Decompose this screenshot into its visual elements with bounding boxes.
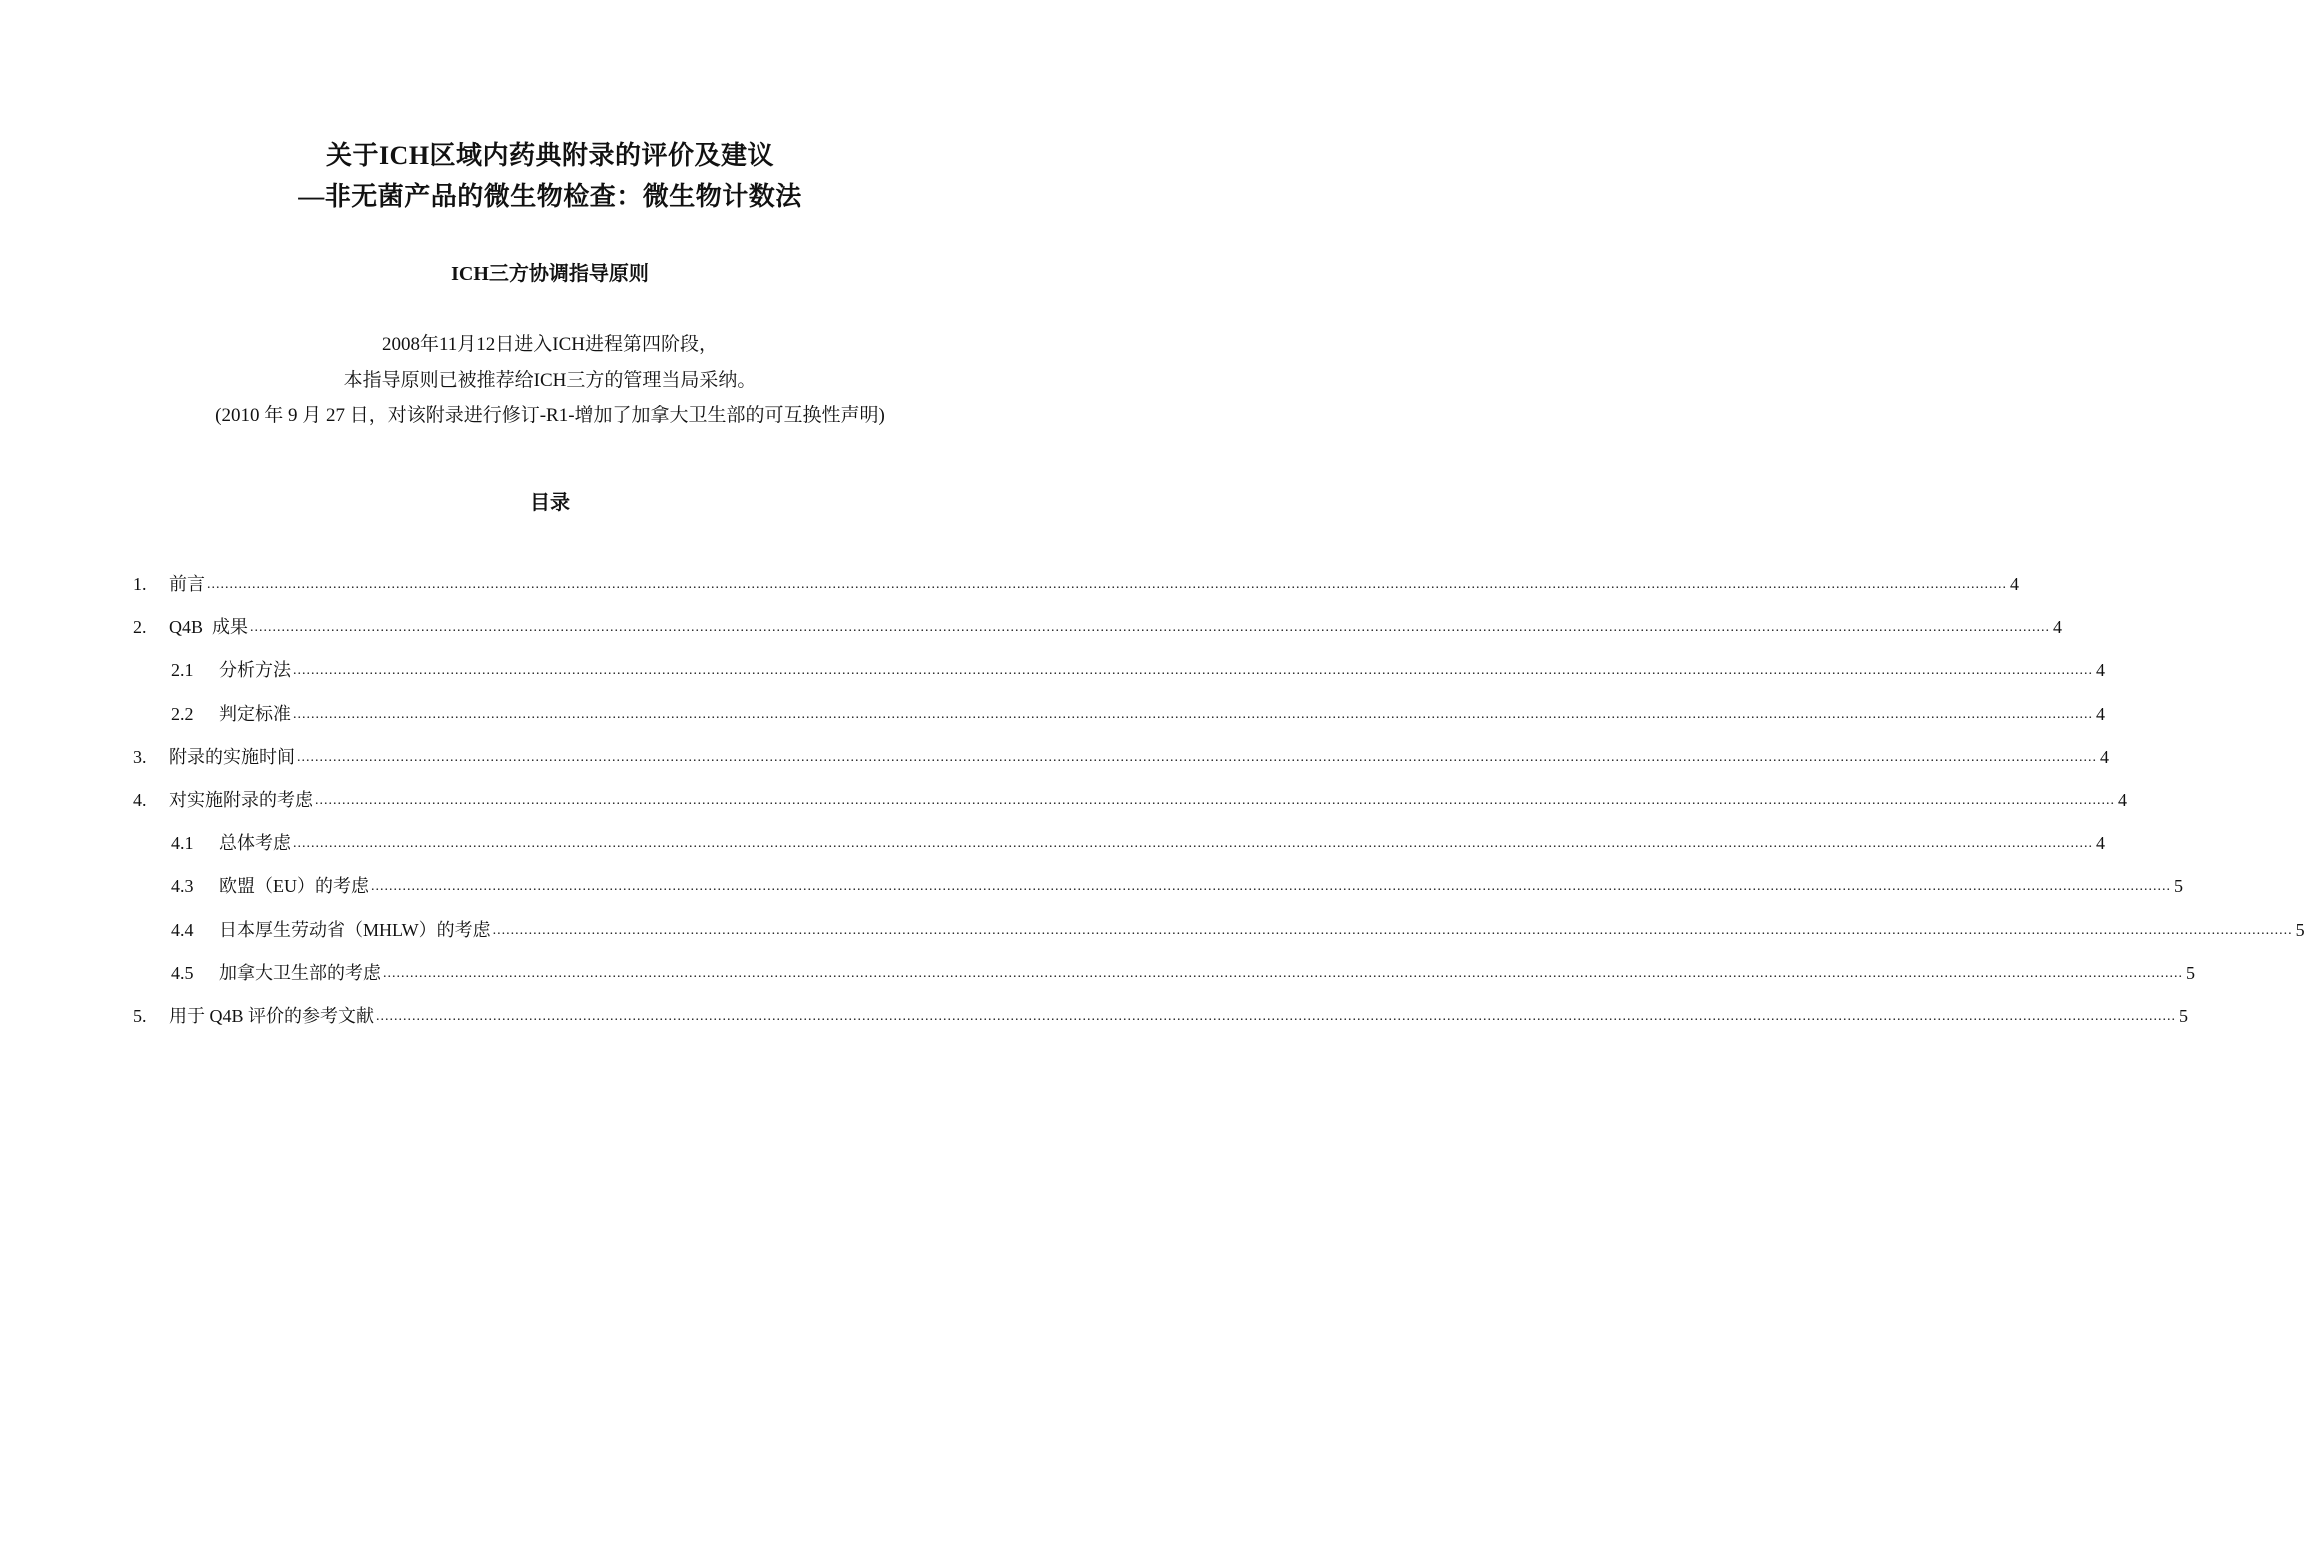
toc-entry-page: 5 xyxy=(2295,919,2305,940)
toc-entry-number: 4. xyxy=(133,790,147,810)
toc-entry-number: 4.4 xyxy=(171,919,194,940)
toc-entry-title: 总体考虑 xyxy=(219,833,291,854)
toc-entry[interactable] xyxy=(133,613,2063,641)
toc-entry[interactable] xyxy=(133,872,2183,900)
toc-entry[interactable] xyxy=(133,786,2127,814)
toc-leader-dots: ................................................................................................................................................................................................................................................................................................................................................................................................................ xyxy=(315,793,2115,808)
toc-leader-dots: ................................................................................................................................................................................................................................................................................................................................................................................................................ xyxy=(376,1009,2177,1024)
toc-entry-page: 4 xyxy=(2118,790,2127,810)
toc-entry-page: 5 xyxy=(2179,1006,2189,1026)
toc-entry-number: 4.1 xyxy=(171,833,194,854)
toc-entry-title: 判定标准 xyxy=(219,703,291,724)
toc-heading: 目录 xyxy=(530,492,570,514)
toc-entry-number: 1. xyxy=(133,574,147,594)
toc-entry-title: 日本厚生劳动省（MHLW）的考虑 xyxy=(219,919,491,940)
toc-leader-dots: ................................................................................................................................................................................................................................................................................................................................................................................................................ xyxy=(383,965,2183,981)
toc-entry[interactable] xyxy=(133,829,2105,857)
toc-entry[interactable] xyxy=(133,1002,2189,1030)
toc-leader-dots: ................................................................................................................................................................................................................................................................................................................................................................................................................ xyxy=(250,620,2051,636)
toc-entry-page: 4 xyxy=(2096,660,2105,681)
toc-entry-page: 4 xyxy=(2053,617,2063,638)
status-line-3: (2010 年 9 月 27 日，对该附录进行修订-R1-增加了加拿大卫生部的可互换性声明) xyxy=(215,405,885,426)
toc-entry-number: 4.5 xyxy=(171,962,194,983)
toc-entry[interactable] xyxy=(133,743,2109,771)
toc-entry-page: 5 xyxy=(2174,876,2183,897)
toc-entry-number: 5. xyxy=(133,1006,147,1026)
toc-entry-title: 前言 xyxy=(169,574,205,594)
document-subtitle: ICH三方协调指导原则 xyxy=(451,263,649,285)
toc-entry[interactable] xyxy=(133,656,2105,684)
toc-leader-dots: ................................................................................................................................................................................................................................................................................................................................................................................................................ xyxy=(293,663,2093,679)
toc-entry-page: 4 xyxy=(2096,833,2105,854)
toc-leader-dots: ................................................................................................................................................................................................................................................................................................................................................................................................................ xyxy=(293,836,2093,852)
toc-entry-title: 分析方法 xyxy=(219,660,291,681)
toc-entry-page: 5 xyxy=(2186,962,2195,983)
toc-leader-dots: ................................................................................................................................................................................................................................................................................................................................................................................................................ xyxy=(492,922,2293,938)
toc-entry[interactable] xyxy=(133,700,2105,728)
toc-entry-title: 欧盟（EU）的考虑 xyxy=(219,876,369,897)
toc-entry-title: 加拿大卫生部的考虑 xyxy=(219,962,381,983)
document-title-line2: —非无菌产品的微生物检查：微生物计数法 xyxy=(298,182,802,211)
toc-entry-title: Q4B 成果 xyxy=(169,617,249,638)
toc-entry-page: 4 xyxy=(2100,746,2109,767)
status-line-1: 2008年11月12日进入ICH进程第四阶段， xyxy=(381,334,719,355)
toc-entry-title: 对实施附录的考虑 xyxy=(169,790,313,810)
toc-entry-number: 3. xyxy=(133,746,147,767)
toc-leader-dots: ................................................................................................................................................................................................................................................................................................................................................................................................................ xyxy=(207,577,2007,592)
toc-entry-number: 2. xyxy=(133,617,147,638)
toc-entry[interactable] xyxy=(133,959,2195,987)
toc-entry-number: 2.1 xyxy=(171,660,194,681)
toc-entry-page: 4 xyxy=(2096,703,2105,724)
toc-entry[interactable] xyxy=(133,570,2019,598)
toc-leader-dots: ................................................................................................................................................................................................................................................................................................................................................................................................................ xyxy=(297,749,2097,765)
toc-entry-page: 4 xyxy=(2010,574,2019,594)
toc-entry-number: 4.3 xyxy=(171,876,194,897)
toc-entry[interactable] xyxy=(133,916,2305,944)
toc-entry-title: 用于 Q4B 评价的参考文献 xyxy=(169,1006,375,1026)
toc-leader-dots: ................................................................................................................................................................................................................................................................................................................................................................................................................ xyxy=(371,879,2171,895)
toc-entry-title: 附录的实施时间 xyxy=(169,746,295,767)
status-line-2: 本指导原则已被推荐给ICH三方的管理当局采纳。 xyxy=(343,370,757,391)
toc-leader-dots: ................................................................................................................................................................................................................................................................................................................................................................................................................ xyxy=(293,706,2093,722)
toc-entry-number: 2.2 xyxy=(171,703,194,724)
document-title-line1: 关于ICH区域内药典附录的评价及建议 xyxy=(325,141,775,170)
